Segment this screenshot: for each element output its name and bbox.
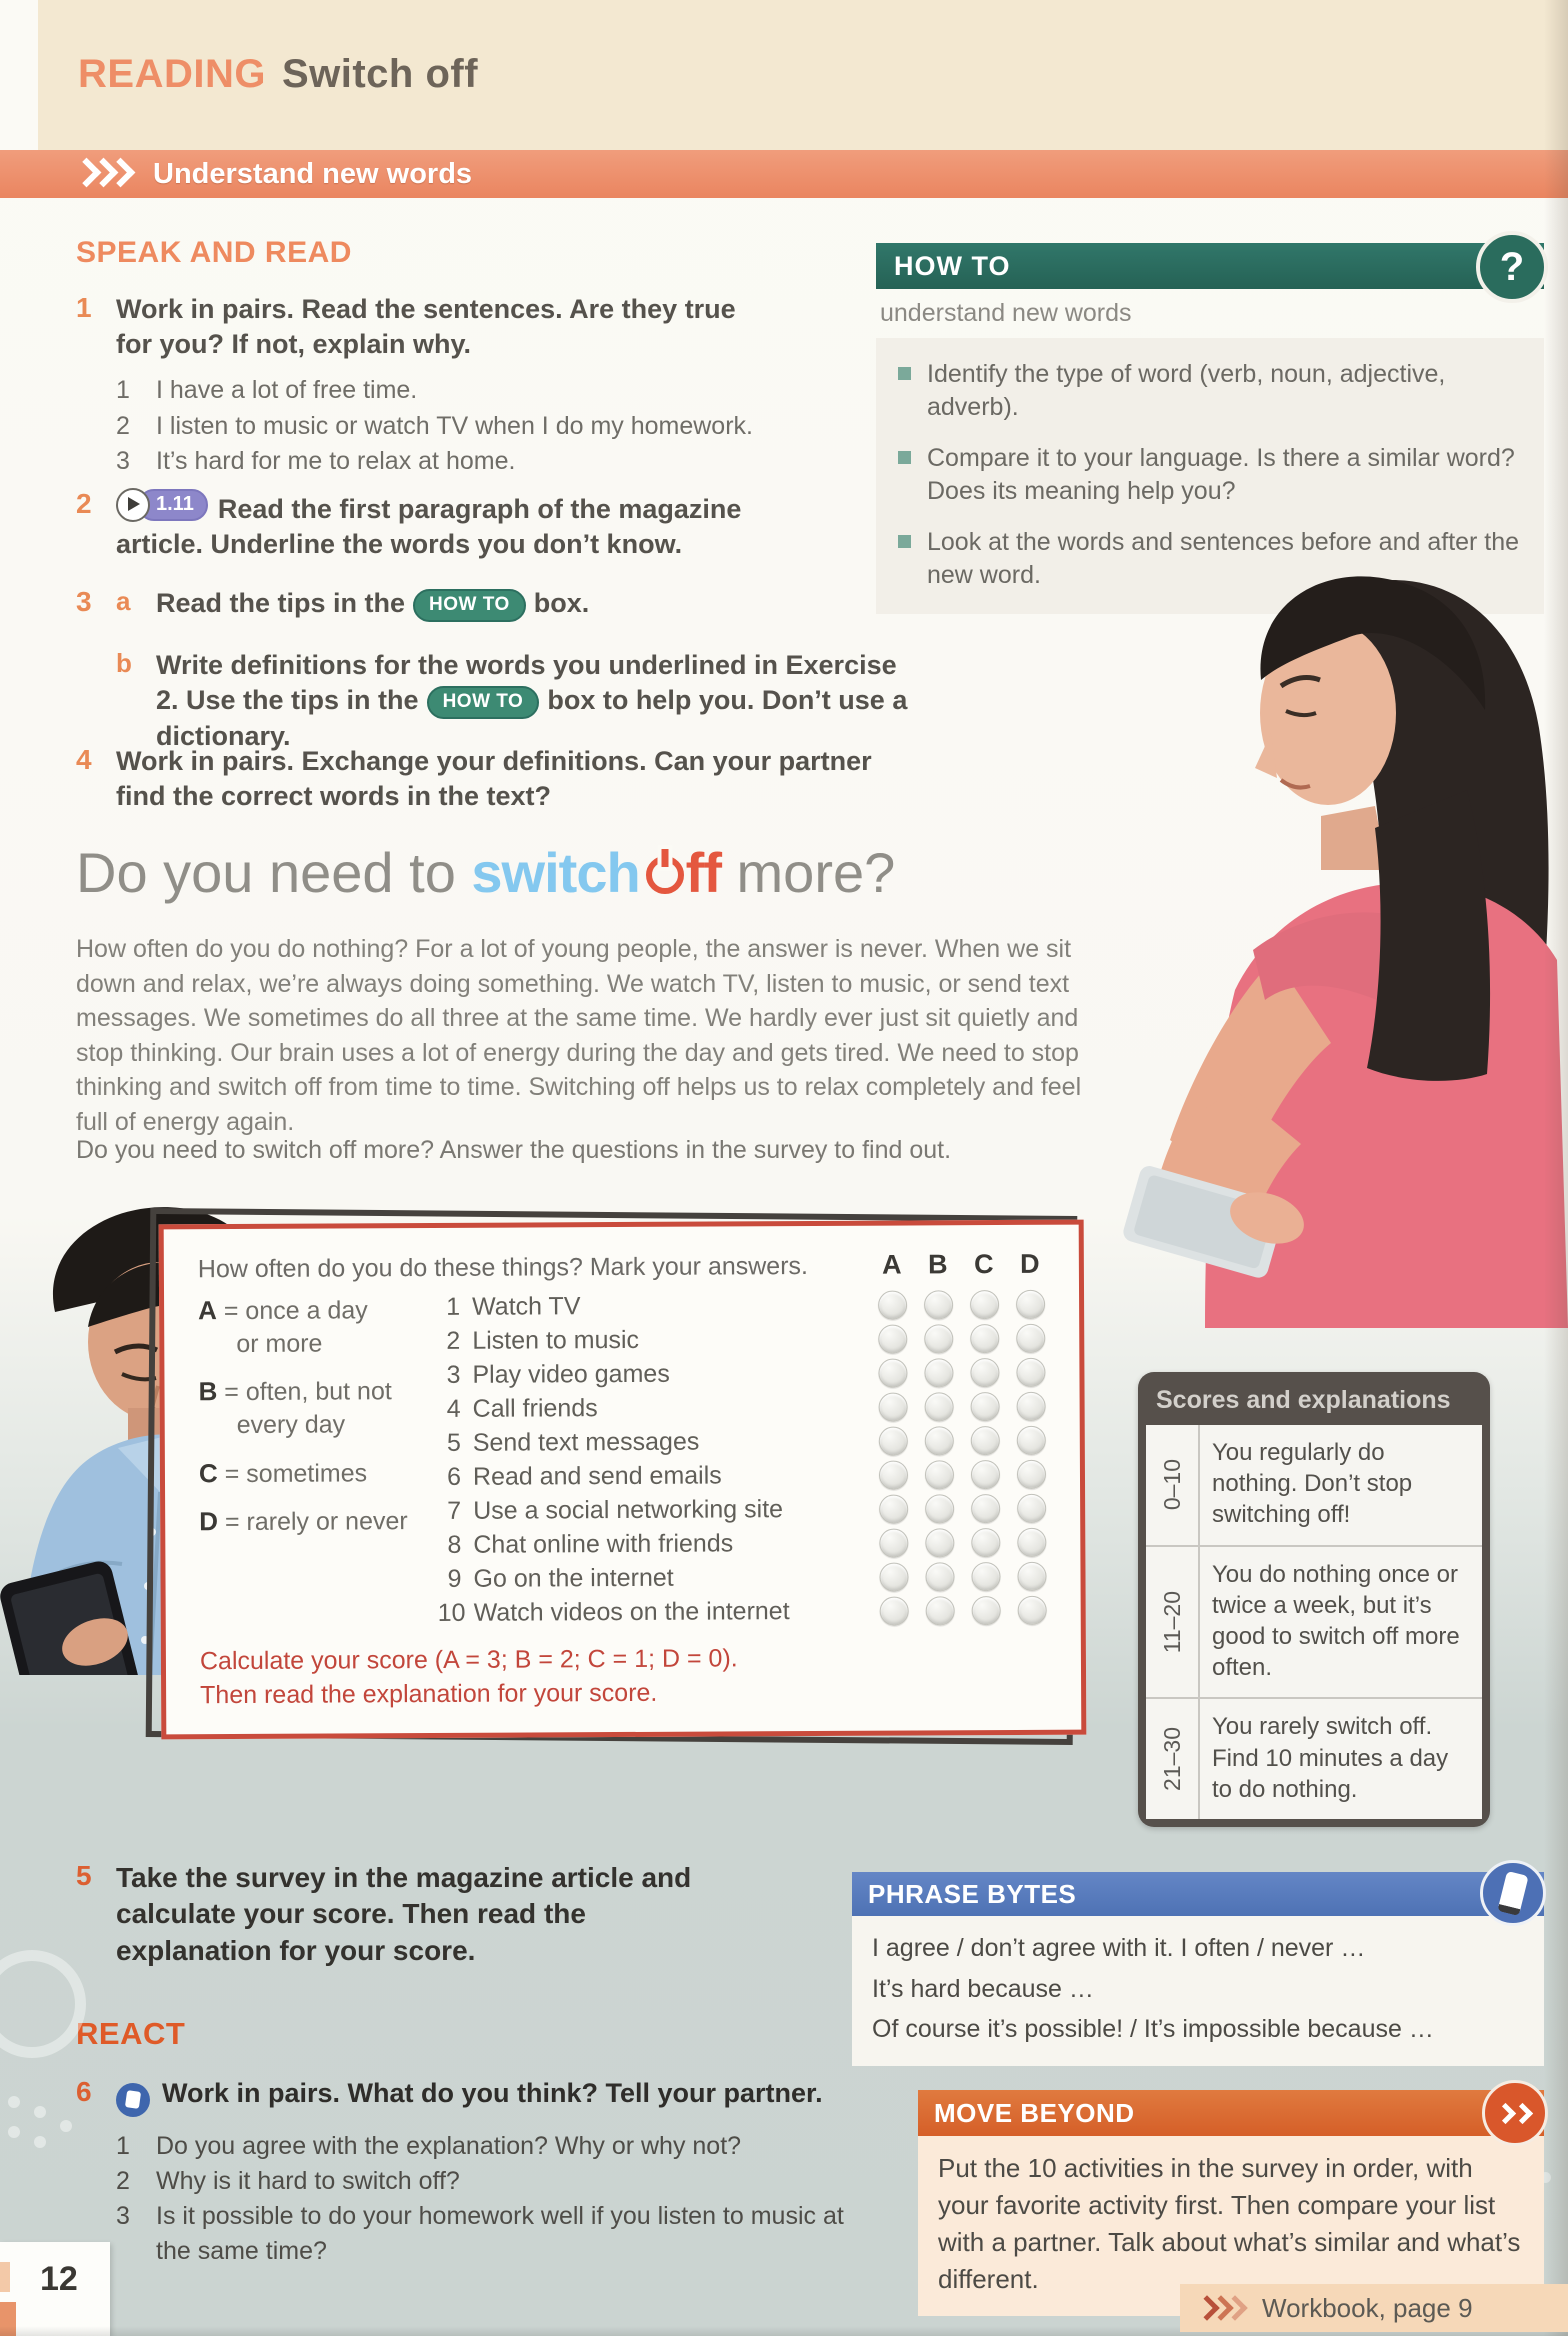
answer-bubble-a — [879, 1563, 908, 1592]
column-header-d: D — [1020, 1248, 1040, 1279]
score-row — [1146, 1425, 1482, 1547]
faded-wifi-icon — [0, 1950, 86, 2058]
power-icon — [646, 856, 684, 894]
legend-entry: B = often, but not every day — [198, 1376, 392, 1440]
item-text: Is it possible to do your homework well if you listen to music at the same time? — [156, 2201, 844, 2265]
answer-bubble-b — [925, 1596, 954, 1625]
how-to-title: HOW TO — [894, 250, 1011, 281]
exercise-3b — [76, 648, 976, 753]
how-to-pill: HOW TO — [413, 589, 526, 622]
answer-bubble-a — [878, 1427, 907, 1456]
page-header — [78, 52, 478, 97]
phrase-bytes-body — [852, 1916, 1544, 2066]
answer-bubble-c — [970, 1290, 999, 1319]
answer-bubble-c — [970, 1358, 999, 1387]
tip-text: Compare it to your language. Is there a similar word? Does its meaning help you? — [927, 444, 1515, 505]
list-item — [116, 2129, 876, 2164]
scores-table — [1146, 1425, 1482, 1819]
answer-bubble-d — [1016, 1290, 1045, 1319]
exercise-instruction: Work in pairs. Exchange your definitions. Can your partner find the correct words in the text? — [116, 746, 872, 811]
exercise-number: 5 — [76, 1860, 92, 1891]
page-title: Switch off — [281, 52, 479, 96]
item-number: 3 — [116, 2201, 130, 2230]
answer-column-headers — [869, 1249, 1053, 1281]
tip-text: Identify the type of word (verb, noun, adjective, adverb). — [927, 360, 1446, 421]
phrase-bytes-box — [852, 1872, 1544, 2066]
exercise-number: 2 — [76, 488, 92, 519]
exercise-4 — [76, 744, 956, 813]
legend-entry: A = once a day or more — [198, 1295, 368, 1358]
score-range: 11–20 — [1146, 1547, 1200, 1698]
section-label: READING — [78, 52, 266, 96]
text-after-pill: box. — [533, 588, 590, 618]
answer-bubble-a — [878, 1393, 907, 1422]
answer-bubble-b — [925, 1528, 954, 1557]
bullet-square-icon — [898, 367, 911, 380]
answer-bubble-c — [971, 1494, 1000, 1523]
answer-bubble-a — [878, 1291, 907, 1320]
calc-line-2: Then read the explanation for your score. — [200, 1678, 658, 1709]
answer-bubble-d — [1016, 1426, 1045, 1455]
answer-bubble-a — [878, 1461, 907, 1490]
page-number-tab — [0, 2242, 110, 2336]
score-explanation: You regularly do nothing. Don’t stop switching off! — [1212, 1439, 1413, 1529]
answer-bubble-d — [1016, 1392, 1045, 1421]
exercise-6 — [76, 2076, 896, 2269]
score-range: 0–10 — [1146, 1425, 1200, 1545]
exercise-number: 1 — [76, 292, 92, 323]
answer-bubble-d — [1016, 1324, 1045, 1353]
list-item — [116, 373, 776, 409]
phrase-line: Of course it’s possible! / It’s impossible because … — [872, 2015, 1434, 2043]
question-mark-icon: ? — [1476, 231, 1548, 303]
answer-bubble-b — [924, 1426, 953, 1455]
answer-bubble-a — [878, 1359, 907, 1388]
answer-bubble-c — [970, 1426, 999, 1455]
answer-bubble-a — [879, 1597, 908, 1626]
item-number: 1 — [116, 376, 130, 405]
phrase-bytes-header — [852, 1872, 1544, 1916]
scores-title: Scores and explanations — [1156, 1386, 1451, 1414]
score-row — [1146, 1699, 1482, 1819]
survey-content — [159, 1220, 1087, 1740]
exercise-letter: b — [116, 648, 132, 678]
item-number: 3 — [116, 447, 130, 476]
tip-item — [898, 442, 1522, 508]
answer-bubble-c — [971, 1562, 1000, 1591]
score-range: 21–30 — [1146, 1699, 1200, 1819]
article-title-post: more? — [736, 841, 896, 904]
move-beyond-box — [918, 2090, 1544, 2316]
page-edge-shadow — [1544, 0, 1568, 2336]
list-item — [116, 2199, 876, 2269]
survey-legend — [198, 1293, 438, 1629]
legend-entry: D = rarely or never — [199, 1506, 408, 1537]
survey-box — [160, 1222, 1085, 1737]
exercise-number: 3 — [76, 586, 92, 617]
bullet-square-icon — [898, 451, 911, 464]
column-header-c: C — [974, 1249, 994, 1280]
exercise-5 — [76, 1860, 736, 1969]
move-beyond-text: Put the 10 activities in the survey in order, with your favorite activity first. Then compare your list with a partner. Talk about what’s similar and what’s different. — [938, 2153, 1521, 2294]
item-number: 2 — [116, 411, 130, 440]
page-number: 12 — [40, 2260, 78, 2298]
play-icon — [116, 488, 150, 522]
speaking-icon — [116, 2083, 150, 2117]
answer-bubble-d — [1017, 1596, 1046, 1625]
score-explanation: You do nothing once or twice a week, but it’s good to switch off more often. — [1212, 1560, 1460, 1682]
how-to-pill: HOW TO — [427, 686, 540, 719]
list-item — [116, 409, 776, 445]
calc-line-1: Calculate your score (A = 3; B = 2; C = 1; D = 0). — [199, 1644, 738, 1676]
how-to-subtitle: understand new words — [880, 299, 1132, 327]
article-paragraph: How often do you do nothing? For a lot of young people, the answer is never. When we sit down and relax, we’re always doing something. We watch TV, listen to music, or send text messages. We sometimes do all three at the same time. We hardly ever just sit quietly and stop thinking. Our brain uses a lot of energy during the day and gets tired. We need to stop thinking and switch off from time to time. Switching off helps us to relax completely and feel full of energy again. — [76, 935, 1082, 1136]
answer-bubble-c — [971, 1596, 1000, 1625]
article-title-off: ff — [685, 841, 721, 904]
phrase-bytes-title: PHRASE BYTES — [868, 1878, 1077, 1909]
answer-bubble-b — [925, 1562, 954, 1591]
exercise-6-items — [116, 2129, 876, 2269]
score-row — [1146, 1547, 1482, 1700]
answer-bubble-a — [878, 1325, 907, 1354]
exercise-instruction — [116, 2076, 876, 2117]
item-text: Do you agree with the explanation? Why or why not? — [156, 2131, 742, 2160]
answer-bubble-c — [970, 1324, 999, 1353]
exercise-number: 6 — [76, 2076, 92, 2107]
phrase-line: It’s hard because … — [872, 1974, 1094, 2003]
article-title-switch: switch — [471, 841, 640, 904]
article-title — [76, 840, 895, 905]
exercise-2 — [76, 488, 816, 561]
article-lead-in: Do you need to switch off more? Answer the questions in the survey to find out. — [76, 1136, 952, 1164]
answer-bubble-b — [924, 1290, 953, 1319]
article-title-pre: Do you need to — [76, 841, 456, 904]
double-chevron-icon — [1482, 2080, 1548, 2146]
exercise-instruction — [116, 488, 816, 561]
how-to-header — [876, 243, 1544, 289]
exercise-text: Work in pairs. What do you think? Tell your partner. — [162, 2078, 823, 2108]
column-header-b: B — [928, 1249, 948, 1280]
tip-item — [898, 358, 1522, 424]
list-item — [116, 2164, 876, 2199]
answer-bubble-d — [1016, 1358, 1045, 1387]
page-edge-strip — [0, 0, 38, 150]
survey-intro: How often do you do these things? Mark your answers. — [197, 1252, 809, 1284]
score-explanation: You rarely switch off. Find 10 minutes a day to do nothing. — [1212, 1713, 1449, 1803]
phone-icon — [1480, 1860, 1546, 1926]
tip-text: Look at the words and sentences before and after the new word. — [927, 528, 1520, 589]
exercise-instruction: Work in pairs. Read the sentences. Are they true for you? If not, explain why. — [116, 294, 736, 359]
speak-and-read-heading: SPEAK AND READ — [76, 236, 352, 269]
exercise-instruction: Take the survey in the magazine article and calculate your score. Then read the explanation for your score. — [116, 1862, 692, 1966]
column-header-a: A — [882, 1249, 902, 1280]
scores-box — [1138, 1372, 1490, 1827]
photo-girl-with-phone — [1085, 528, 1568, 1328]
answer-bubble-d — [1017, 1494, 1046, 1523]
text-after-pill: box to help you. Don’t use a dictionary. — [156, 684, 908, 751]
item-text: It’s hard for me to relax at home. — [156, 447, 516, 476]
move-beyond-header — [918, 2090, 1544, 2136]
answer-bubble-b — [924, 1358, 953, 1387]
exercise-instruction — [156, 586, 589, 622]
answer-bubble-b — [924, 1392, 953, 1421]
phrase-line: I agree / don’t agree with it. I often / never … — [872, 1934, 1366, 1962]
answer-bubble-c — [971, 1528, 1000, 1557]
list-item — [116, 444, 776, 480]
exercise-1-items — [116, 373, 776, 480]
react-heading: REACT — [76, 2016, 186, 2051]
exercise-3a — [76, 586, 936, 622]
workbook-reference: Workbook, page 9 — [1262, 2292, 1473, 2323]
answer-bubble-b — [925, 1494, 954, 1523]
text-before-pill: Write definitions for the words you underlined in Exercise 2. Use the tips in the — [156, 650, 897, 715]
workbook-reference-bar — [1180, 2284, 1568, 2332]
tab-decoration — [0, 2262, 10, 2292]
bullet-square-icon — [898, 535, 911, 548]
item-text: Why is it hard to switch off? — [156, 2166, 460, 2195]
legend-entry: C = sometimes — [198, 1457, 368, 1488]
answer-bubble-c — [970, 1392, 999, 1421]
banner-content — [76, 158, 472, 191]
answer-bubble-a — [879, 1529, 908, 1558]
triple-chevron-icon — [1198, 2299, 1240, 2317]
banner-label: Understand new words — [153, 158, 473, 190]
item-text: I have a lot of free time. — [156, 376, 418, 405]
item-text: I listen to music or watch TV when I do my homework. — [156, 411, 753, 440]
item-number: 1 — [116, 2131, 130, 2160]
answer-bubble-c — [970, 1460, 999, 1489]
answer-bubble-b — [924, 1324, 953, 1353]
move-beyond-title: MOVE BEYOND — [934, 2097, 1135, 2128]
audio-track-badge — [116, 488, 208, 522]
exercise-text: Read the first paragraph of the magazine article. Underline the words you don’t know. — [116, 494, 742, 559]
audio-track-number: 1.11 — [138, 489, 208, 522]
exercise-1 — [76, 292, 776, 480]
text-before-pill: Read the tips in the — [156, 588, 406, 618]
exercise-letter: a — [116, 586, 131, 616]
item-number: 2 — [116, 2166, 130, 2195]
answer-bubble-d — [1017, 1562, 1046, 1591]
score-calculation-note — [200, 1641, 1055, 1713]
survey-question-grid: 1 Watch TV 2 Listen to music 3 Play video games 4 Call friends 5 Send text messages 6 Read and send emails 7 Use a social networking site 8 Chat online with friends 9 Go on the internet 10 Watch videos on the internet — [436, 1290, 1055, 1628]
answer-bubble-b — [924, 1460, 953, 1489]
faded-dots-icon — [8, 2096, 20, 2108]
answer-bubble-d — [1017, 1528, 1046, 1557]
exercise-instruction — [156, 648, 916, 753]
triple-chevron-icon — [76, 162, 127, 188]
answer-bubble-d — [1016, 1460, 1045, 1489]
answer-bubble-a — [879, 1495, 908, 1524]
exercise-number: 4 — [76, 744, 92, 775]
